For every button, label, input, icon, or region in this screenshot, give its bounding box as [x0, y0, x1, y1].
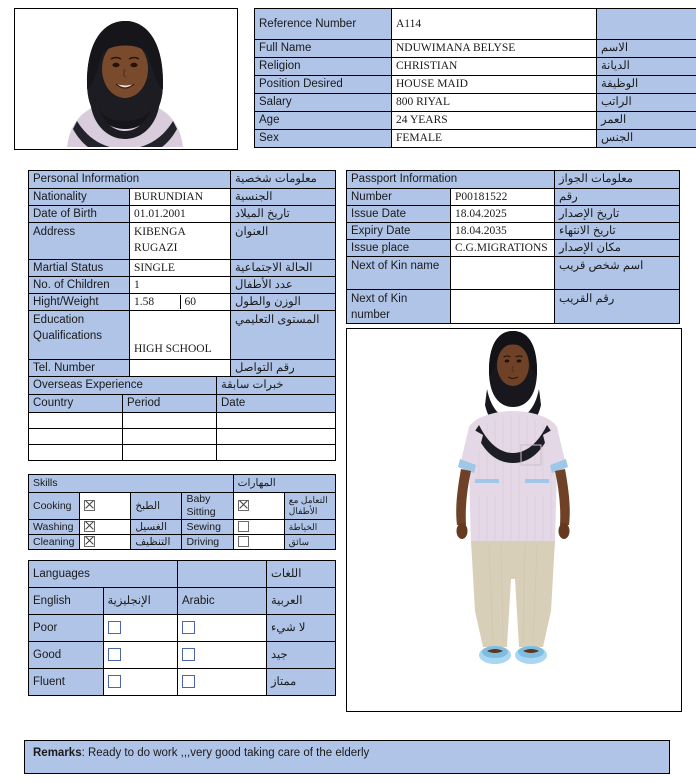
unchecked-box-icon [238, 521, 249, 532]
overseas-experience-title: Overseas Experience [29, 377, 217, 395]
position-desired-label: Position Desired [255, 76, 392, 94]
passport-information-title: Passport Information [347, 171, 555, 189]
language-arabic-arabic: العربية [267, 588, 336, 615]
table-row [29, 360, 336, 377]
table-row [29, 277, 336, 294]
next-of-kin-number-arabic: رقم القريب [555, 290, 680, 324]
table-row [29, 520, 336, 535]
overseas-country-2 [29, 429, 123, 445]
column-header-row [29, 395, 336, 413]
language-arabic-label: Arabic [178, 588, 267, 615]
remarks-label: Remarks [33, 747, 82, 759]
marital-status-value: SINGLE [130, 260, 231, 277]
overseas-experience-title-arabic: خبرات سابقة [217, 377, 336, 395]
overseas-column-country: Country [29, 395, 123, 413]
height-weight-label: Hight/Weight [29, 294, 130, 311]
personal-information-table [28, 170, 336, 377]
full-name-arabic: الاسم [597, 40, 696, 58]
overseas-country-3 [29, 445, 123, 461]
passport-issue-place-arabic: مكان الإصدار [555, 240, 680, 257]
overseas-column-period: Period [123, 395, 217, 413]
passport-information-title-arabic: معلومات الجواز [555, 171, 680, 189]
section-header-row [29, 171, 336, 189]
weight-value: 60 [180, 295, 230, 309]
personal-information-title-arabic: معلومات شخصية [231, 171, 336, 189]
skill-driving-arabic: سائق [284, 535, 335, 550]
languages-title: Languages [29, 561, 178, 588]
language-poor-arabic-checkbox[interactable] [178, 615, 267, 642]
table-row [29, 294, 336, 311]
education-qualifications-arabic: المستوى التعليمي [231, 311, 336, 360]
section-header-row [29, 377, 336, 395]
marital-status-label: Martial Status [29, 260, 130, 277]
skill-baby-sitting-checkbox[interactable] [233, 493, 284, 520]
salary-label: Salary [255, 94, 392, 112]
table-row [255, 76, 696, 94]
sex-value: FEMALE [392, 130, 597, 148]
overseas-period-1 [123, 413, 217, 429]
table-row [255, 112, 696, 130]
section-header-row [29, 561, 336, 588]
full-name-value: NDUWIMANA BELYSE [392, 40, 597, 58]
languages-table [28, 560, 336, 696]
table-row [29, 429, 336, 445]
passport-issue-place-value: C.G.MIGRATIONS [451, 240, 555, 257]
language-level-poor-arabic: لا شيء [267, 615, 336, 642]
skill-washing-checkbox[interactable] [80, 520, 131, 535]
skill-sewing-arabic: الخياطة [284, 520, 335, 535]
reference-number-value: A114 [392, 9, 597, 40]
headshot-illustration [15, 9, 235, 147]
overseas-country-1 [29, 413, 123, 429]
address-value: KIBENGA RUGAZI [130, 223, 231, 260]
languages-title-arabic: اللغات [267, 561, 336, 588]
skill-sewing-label: Sewing [182, 520, 233, 535]
table-row [347, 290, 680, 324]
date-of-birth-arabic: تاريخ الميلاد [231, 206, 336, 223]
passport-number-value: P00181522 [451, 189, 555, 206]
position-desired-arabic: الوظيفة [597, 76, 696, 94]
table-row [347, 223, 680, 240]
passport-information-table [346, 170, 680, 324]
table-row [347, 257, 680, 290]
unchecked-box-icon [182, 675, 195, 688]
next-of-kin-number-value [451, 290, 555, 324]
full-name-label: Full Name [255, 40, 392, 58]
position-desired-value: HOUSE MAID [392, 76, 597, 94]
nationality-value: BURUNDIAN [130, 189, 231, 206]
table-row [29, 260, 336, 277]
table-row [29, 413, 336, 429]
marital-status-arabic: الحالة الاجتماعية [231, 260, 336, 277]
section-header-row [29, 475, 336, 493]
table-row [29, 445, 336, 461]
telephone-number-label: Tel. Number [29, 360, 130, 377]
languages-title-spacer [178, 561, 267, 588]
table-row [255, 9, 696, 40]
skill-driving-label: Driving [182, 535, 233, 550]
education-qualifications-value: HIGH SCHOOL [130, 311, 231, 360]
age-label: Age [255, 112, 392, 130]
unchecked-box-icon [182, 621, 195, 634]
number-of-children-arabic: عدد الأطفال [231, 277, 336, 294]
table-row [29, 223, 336, 260]
skill-cooking-arabic: الطبخ [131, 493, 182, 520]
full-body-illustration [347, 329, 679, 709]
table-row [347, 206, 680, 223]
language-level-good-label: Good [29, 642, 104, 669]
next-of-kin-number-label: Next of Kin number [347, 290, 451, 324]
skill-baby-sitting-arabic: التعامل مع الأطفال [284, 493, 335, 520]
next-of-kin-name-value [451, 257, 555, 290]
overseas-date-1 [217, 413, 336, 429]
language-poor-english-checkbox[interactable] [103, 615, 178, 642]
table-row [255, 130, 696, 148]
table-row [29, 206, 336, 223]
number-of-children-value: 1 [130, 277, 231, 294]
address-arabic: العنوان [231, 223, 336, 260]
date-of-birth-label: Date of Birth [29, 206, 130, 223]
nationality-label: Nationality [29, 189, 130, 206]
telephone-number-value [130, 360, 231, 377]
skills-title-arabic: المهارات [233, 475, 335, 493]
table-row [29, 535, 336, 550]
overseas-experience-table [28, 376, 336, 461]
passport-issue-place-label: Issue place [347, 240, 451, 257]
language-english-label: English [29, 588, 104, 615]
unchecked-box-icon [108, 648, 121, 661]
unchecked-box-icon [238, 536, 249, 547]
date-of-birth-value: 01.01.2001 [130, 206, 231, 223]
remarks-bar [24, 740, 670, 774]
skills-title: Skills [29, 475, 234, 493]
passport-expiry-date-arabic: تاريخ الانتهاء [555, 223, 680, 240]
passport-issue-date-label: Issue Date [347, 206, 451, 223]
language-good-english-checkbox[interactable] [103, 642, 178, 669]
sex-arabic: الجنس [597, 130, 696, 148]
table-row [255, 58, 696, 76]
table-row [29, 642, 336, 669]
language-fluent-arabic-checkbox[interactable] [178, 669, 267, 696]
header-info-table [254, 8, 696, 148]
applicant-headshot-photo [14, 8, 238, 150]
address-label: Address [29, 223, 130, 260]
religion-value: CHRISTIAN [392, 58, 597, 76]
skill-washing-label: Washing [29, 520, 80, 535]
column-header-row [29, 588, 336, 615]
number-of-children-label: No. of Children [29, 277, 130, 294]
skill-cooking-checkbox[interactable] [80, 493, 131, 520]
table-row [347, 189, 680, 206]
checked-box-icon [238, 500, 249, 511]
table-row [347, 240, 680, 257]
passport-issue-date-value: 18.04.2025 [451, 206, 555, 223]
language-level-fluent-arabic: ممتاز [267, 669, 336, 696]
language-fluent-english-checkbox[interactable] [103, 669, 178, 696]
passport-number-arabic: رقم [555, 189, 680, 206]
passport-issue-date-arabic: تاريخ الإصدار [555, 206, 680, 223]
unchecked-box-icon [108, 621, 121, 634]
table-row [29, 615, 336, 642]
education-qualifications-label: Education Qualifications [29, 311, 130, 360]
personal-information-title: Personal Information [29, 171, 231, 189]
unchecked-box-icon [108, 675, 121, 688]
checked-box-icon [84, 536, 95, 547]
language-english-arabic: الإنجليزية [103, 588, 178, 615]
table-row [255, 94, 696, 112]
remarks-text: : Ready to do work ,,,very good taking care of the elderly [81, 747, 370, 759]
table-row [29, 311, 336, 360]
passport-number-label: Number [347, 189, 451, 206]
skills-table [28, 474, 336, 550]
language-level-good-arabic: جيد [267, 642, 336, 669]
age-arabic: العمر [597, 112, 696, 130]
overseas-date-2 [217, 429, 336, 445]
unchecked-box-icon [182, 648, 195, 661]
next-of-kin-name-label: Next of Kin name [347, 257, 451, 290]
header-block [14, 8, 682, 154]
applicant-full-body-photo [346, 328, 682, 712]
skill-sewing-checkbox[interactable] [233, 520, 284, 535]
table-row [29, 669, 336, 696]
salary-arabic: الراتب [597, 94, 696, 112]
checked-box-icon [84, 521, 95, 532]
table-row [255, 40, 696, 58]
skill-cleaning-arabic: التنظيف [131, 535, 182, 550]
passport-expiry-date-value: 18.04.2035 [451, 223, 555, 240]
salary-value: 800 RIYAL [392, 94, 597, 112]
reference-number-label: Reference Number [255, 9, 392, 40]
skill-baby-sitting-label: Baby Sitting [182, 493, 233, 520]
table-row [29, 493, 336, 520]
language-level-fluent-label: Fluent [29, 669, 104, 696]
language-good-arabic-checkbox[interactable] [178, 642, 267, 669]
skill-cleaning-checkbox[interactable] [80, 535, 131, 550]
skill-cleaning-label: Cleaning [29, 535, 80, 550]
religion-arabic: الديانة [597, 58, 696, 76]
next-of-kin-name-arabic: اسم شخص قريب [555, 257, 680, 290]
language-level-poor-label: Poor [29, 615, 104, 642]
overseas-column-date: Date [217, 395, 336, 413]
skill-washing-arabic: الغسيل [131, 520, 182, 535]
checked-box-icon [84, 500, 95, 511]
nationality-arabic: الجنسية [231, 189, 336, 206]
overseas-period-3 [123, 445, 217, 461]
skill-cooking-label: Cooking [29, 493, 80, 520]
age-value: 24 YEARS [392, 112, 597, 130]
height-value: 1.58 [130, 295, 180, 309]
sex-label: Sex [255, 130, 392, 148]
reference-number-arabic [597, 9, 696, 40]
religion-label: Religion [255, 58, 392, 76]
table-row [29, 189, 336, 206]
overseas-date-3 [217, 445, 336, 461]
telephone-number-arabic: رقم التواصل [231, 360, 336, 377]
height-weight-arabic: الوزن والطول [231, 294, 336, 311]
section-header-row [347, 171, 680, 189]
overseas-period-2 [123, 429, 217, 445]
skill-driving-checkbox[interactable] [233, 535, 284, 550]
passport-expiry-date-label: Expiry Date [347, 223, 451, 240]
